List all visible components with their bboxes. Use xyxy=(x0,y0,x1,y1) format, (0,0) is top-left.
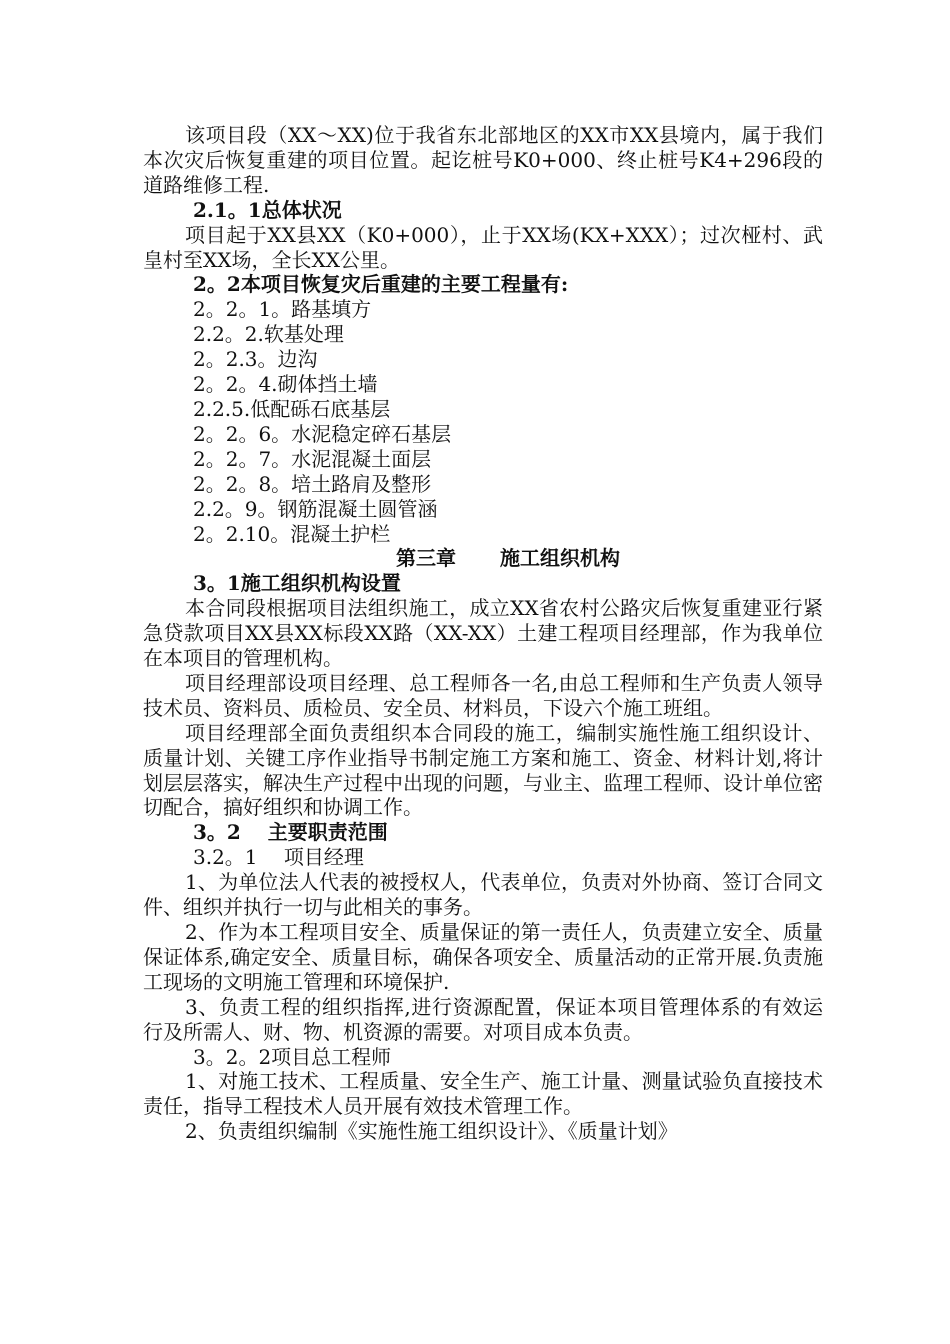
heading-3-2: 3。2 主要职责范围 xyxy=(193,820,388,845)
paragraph-project-location: 该项目段（XX～XX)位于我省东北部地区的XX市XX县境内，属于我们本次灾后恢复重建的项目位置。起讫桩号K0+000、终止桩号K4+296段的道路维修工程. xyxy=(143,123,823,197)
list-item: 2.2。9。钢筋混凝土圆管涵 xyxy=(193,496,438,521)
heading-2-2: 2。2本项目恢复灾后重建的主要工程量有: xyxy=(193,272,569,297)
paragraph-overall-status: 项目起于XX县XX（K0+000），止于XX场(KX+XXX）；过次桠村、武皇村至XX场，全长XX公里。 xyxy=(143,222,823,272)
list-item: 2。2。1。路基填方 xyxy=(193,297,372,322)
duty-paragraph: 2、负责组织编制《实施性施工组织设计》、《质量计划》 xyxy=(185,1119,678,1144)
paragraph-contract-section: 本合同段根据项目法组织施工，成立XX省农村公路灾后恢复重建亚行紧急贷款项目XX县XX标段XX路（XX-XX）土建工程项目经理部，作为我单位在本项目的管理机构。 xyxy=(143,596,823,671)
duty-paragraph: 1、为单位法人代表的被授权人，代表单位，负责对外协商、签订合同文件、组织并执行一切与此相关的事务。 xyxy=(143,870,823,920)
list-item: 2。2。7。水泥混凝土面层 xyxy=(193,446,432,471)
heading-3-1: 3。1施工组织机构设置 xyxy=(193,571,401,596)
heading-2-1-1: 2.1。1总体状况 xyxy=(193,197,342,222)
paragraph-manager-department: 项目经理部设项目经理、总工程师各一名,由总工程师和生产负责人领导技术员、资料员、质检员、安全员、材料员，下设六个施工班组。 xyxy=(143,670,823,720)
list-item: 2。2.10。混凝土护栏 xyxy=(193,521,391,546)
list-item: 2。2。6。水泥稳定碎石基层 xyxy=(193,421,452,446)
chapter-number: 第三章 xyxy=(396,546,456,571)
paragraph-department-duties: 项目经理部全面负责组织本合同段的施工，编制实施性施工组织设计、质量计划、关键工序作业指导书制定施工方案和施工、资金、材料计划,将计划层层落实，解决生产过程中出现的问题，与业主、监理工程师、设计单位密切配合，搞好组织和协调工作。 xyxy=(143,720,823,820)
chapter-title: 施工组织机构 xyxy=(500,546,620,571)
document-body xyxy=(143,123,823,1144)
list-item: 2。2.3。边沟 xyxy=(193,347,318,372)
list-item: 2.2.5.低配砾石底基层 xyxy=(193,396,391,421)
duty-paragraph: 3、负责工程的组织指挥,进行资源配置，保证本项目管理体系的有效运行及所需人、财、物、机资源的需要。对项目成本负责。 xyxy=(143,994,823,1044)
list-item: 2。2。4.砌体挡土墙 xyxy=(193,372,378,397)
heading-3-2-1: 3.2。1 项目经理 xyxy=(193,845,364,870)
duty-paragraph: 2、作为本工程项目安全、质量保证的第一责任人，负责建立安全、质量保证体系,确定安全、质量目标，确保各项安全、质量活动的正常开展.负责施工现场的文明施工管理和环境保护. xyxy=(143,920,823,994)
duty-paragraph: 1、对施工技术、工程质量、安全生产、施工计量、测量试验负直接技术责任，指导工程技术人员开展有效技术管理工作。 xyxy=(143,1069,823,1119)
chapter-heading xyxy=(143,546,823,571)
list-item: 2。2。8。培土路肩及整形 xyxy=(193,471,432,496)
list-item: 2.2。2.软基处理 xyxy=(193,322,344,347)
heading-3-2-2: 3。2。2项目总工程师 xyxy=(193,1044,392,1069)
